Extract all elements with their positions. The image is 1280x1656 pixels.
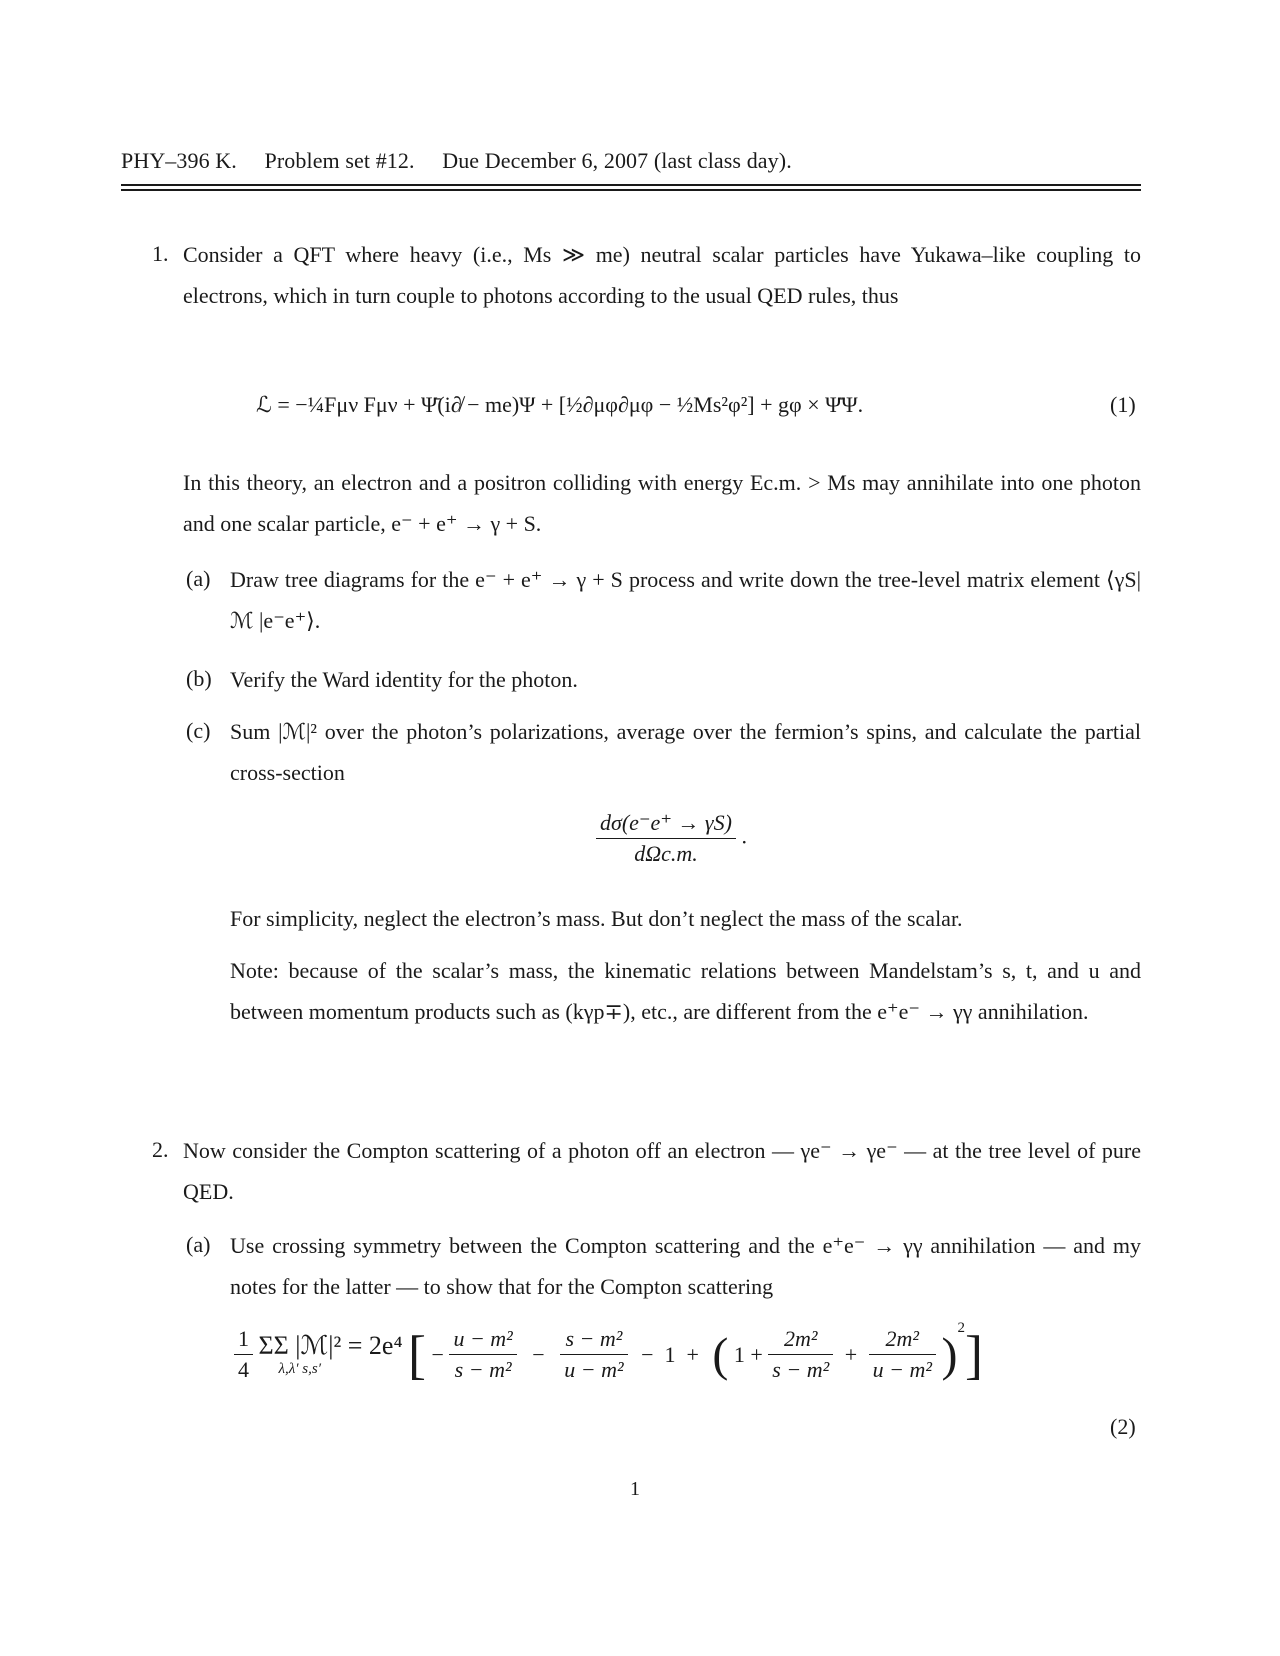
cross-section-formula	[596, 808, 747, 869]
term-1-fraction	[449, 1324, 516, 1385]
due-date: Due December 6, 2007 (last class day).	[442, 148, 792, 173]
equation-number-1: (1)	[1110, 392, 1136, 417]
cross-section-period: .	[741, 823, 747, 849]
part-1c-label: (c)	[186, 718, 211, 743]
middle-terms: − 1 +	[641, 1341, 699, 1367]
term-1-numerator: u − m²	[449, 1324, 516, 1355]
problem-set-title: Problem set #12.	[264, 148, 415, 173]
quarter-fraction	[234, 1324, 253, 1385]
term-2-fraction	[560, 1324, 627, 1385]
part-2a-text: Use crossing symmetry between the Compton scattering and the e⁺e⁻ → γγ annihilation — and my notes for the latter — to show that for the Compton scattering	[230, 1233, 1141, 1299]
left-bracket: [	[408, 1324, 427, 1385]
term-4-fraction	[869, 1324, 936, 1385]
part-1b-text: Verify the Ward identity for the photon.	[230, 667, 578, 692]
course-code: PHY–396 K.	[121, 148, 237, 173]
problem-2-intro: Now consider the Compton scattering of a photon off an electron — γe⁻ → γe⁻ — at the tree level of pure QED.	[183, 1138, 1141, 1204]
theory-text: In this theory, an electron and a positron colliding with energy Ec.m. > Ms may annihilate into one photon and one scalar particle, e⁻ + e⁺ → γ + S.	[183, 470, 1141, 536]
simplicity-note: For simplicity, neglect the electron’s mass. But don’t neglect the mass of the scalar.	[230, 906, 963, 931]
problem-2-number: 2.	[152, 1137, 169, 1162]
term-3-fraction	[768, 1324, 833, 1385]
lagrangian-equation: ℒ = −¼Fμν Fμν + Ψ̄(i∂̸ − me)Ψ + [½∂μφ∂μφ − ½Ms²φ²] + gφ × Ψ̄Ψ.	[256, 392, 864, 417]
page-header	[121, 148, 1141, 174]
term-2-denominator: u − m²	[564, 1357, 624, 1383]
part-1a-text: Draw tree diagrams for the e⁻ + e⁺ → γ + S process and write down the tree-level matrix element ⟨γS| ℳ |e⁻e⁺⟩.	[230, 567, 1141, 633]
term-4-numerator: 2m²	[869, 1324, 936, 1355]
problem-1-intro: Consider a QFT where heavy (i.e., Ms ≫ me) neutral scalar particles have Yukawa–like coupling to electrons, which in turn couple to photons according to the usual QED rules, thus	[183, 242, 1141, 308]
equation-number-2: (2)	[1110, 1414, 1136, 1439]
part-1c-text: Sum |ℳ|² over the photon’s polarizations, average over the fermion’s spins, and calculate the partial cross-section	[230, 719, 1141, 785]
quarter-denominator: 4	[238, 1357, 249, 1383]
kinematics-note: Note: because of the scalar’s mass, the kinematic relations between Mandelstam’s s, t, and u and between momentum products such as (kγp∓), etc., are different from the e⁺e⁻ → γγ annihilation.	[230, 958, 1141, 1024]
header-rule-top	[121, 184, 1141, 186]
term-4-denominator: u − m²	[872, 1357, 932, 1383]
term-3-denominator: s − m²	[772, 1357, 830, 1383]
cross-section-fraction	[596, 808, 736, 869]
left-paren: (	[712, 1328, 729, 1382]
header-rule-bottom	[121, 189, 1141, 191]
cross-section-denominator: dΩc.m.	[634, 841, 698, 866]
part-1b-label: (b)	[186, 666, 212, 691]
paren-exponent: 2	[957, 1320, 965, 1336]
compton-equation: $\frac{1}{4}$ ΣΣ |ℳ|² = 2e⁴ λ,λ′ s,s′ [ − $\frac{\text{u − m²}}{\text{s − m²}}$ − $\frac{\text{s − m²}}{\text{u − m²}}$ − 1 + ( 1 + $\frac{\text{2m²}}{\text{s − m²}}$ + $\frac{\text{2m²}}{\text{u − m²}}$ )$^2$]	[234, 1320, 983, 1386]
cross-section-numerator: dσ(e⁻e⁺ → γS)	[596, 808, 736, 839]
part-2a-label: (a)	[186, 1232, 211, 1257]
term-3-numerator: 2m²	[768, 1324, 833, 1355]
spin-sums	[259, 1331, 403, 1378]
part-1a-label: (a)	[186, 566, 211, 591]
term-2-numerator: s − m²	[560, 1324, 627, 1355]
right-paren: )	[941, 1328, 958, 1382]
quarter-numerator: 1	[234, 1324, 253, 1355]
sum-indices: λ,λ′ s,s′	[278, 1361, 321, 1378]
term-1-denominator: s − m²	[454, 1357, 512, 1383]
right-bracket: ]	[964, 1324, 983, 1385]
page-number: 1	[630, 1478, 640, 1500]
problem-1-number: 1.	[152, 241, 169, 266]
sum-expression: ΣΣ |ℳ|² = 2e⁴	[258, 1331, 403, 1361]
